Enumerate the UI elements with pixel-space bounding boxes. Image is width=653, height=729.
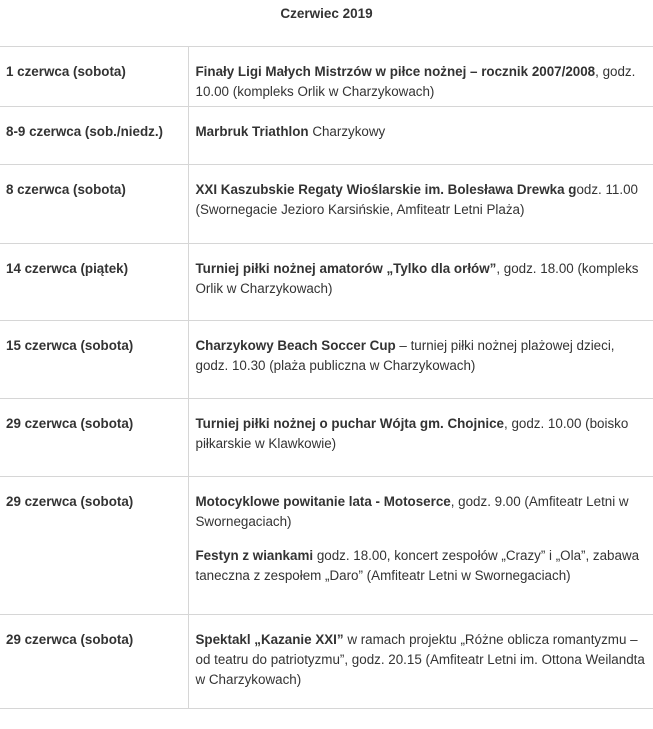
event-date: 29 czerwca (sobota) <box>0 614 188 708</box>
event-description <box>188 398 653 476</box>
event-paragraph <box>196 546 650 586</box>
event-details: w ramach projektu „Różne oblicza romantyzmu – od teatru do patriotyzmu”, godz. 20.15 (Amfiteatr Letni im. Ottona Weilandta w Charzykowach) <box>195 631 645 687</box>
table-row <box>0 47 653 106</box>
event-paragraph <box>196 180 650 220</box>
table-row <box>0 476 653 614</box>
event-date: 29 czerwca (sobota) <box>0 476 188 614</box>
event-description <box>188 47 653 106</box>
event-date: 29 czerwca (sobota) <box>0 398 188 476</box>
event-description <box>188 614 653 708</box>
table-row <box>0 243 653 320</box>
event-paragraph <box>196 492 650 532</box>
event-name: Marbruk Triathlon <box>195 123 309 139</box>
event-name: Festyn z wiankami <box>195 547 314 563</box>
event-paragraph <box>196 336 650 376</box>
event-name: Spektakl „Kazanie XXI” <box>195 631 344 647</box>
event-details: Charzykowy <box>308 123 386 139</box>
event-name: XXI Kaszubskie Regaty Wioślarskie im. Bolesława Drewka g <box>195 181 577 197</box>
event-description <box>188 106 653 164</box>
event-schedule-table <box>0 47 653 709</box>
event-details: , godz. 9.00 (Amfiteatr Letni w Swornegaciach) <box>195 493 629 529</box>
event-date: 1 czerwca (sobota) <box>0 47 188 106</box>
event-details: , godz. 10.00 (kompleks Orlik w Charzykowach) <box>195 64 636 99</box>
event-paragraph <box>196 62 650 102</box>
event-description <box>188 476 653 614</box>
event-date: 8 czerwca (sobota) <box>0 164 188 243</box>
event-paragraph <box>196 259 650 299</box>
event-name: Motocyklowe powitanie lata - Motoserce <box>195 493 451 509</box>
table-row <box>0 320 653 398</box>
event-details: godz. 18.00, koncert zespołów „Crazy” i „Ola”, zabawa taneczna z zespołem „Daro” (Amfiteatr Letni w Swornegaciach) <box>195 547 640 583</box>
event-name: Charzykowy Beach Soccer Cup <box>195 337 396 353</box>
event-name: Turniej piłki nożnej amatorów „Tylko dla orłów” <box>195 260 497 276</box>
table-row <box>0 106 653 164</box>
event-paragraph <box>196 630 650 690</box>
event-date: 14 czerwca (piątek) <box>0 243 188 320</box>
event-paragraph <box>196 414 650 454</box>
event-details: , godz. 18.00 (kompleks Orlik w Charzykowach) <box>195 260 639 296</box>
table-row <box>0 164 653 243</box>
table-row <box>0 398 653 476</box>
page-title: Czerwiec 2019 <box>0 0 653 47</box>
event-date: 8-9 czerwca (sob./niedz.) <box>0 106 188 164</box>
event-details: odz. 11.00 (Swornegacie Jezioro Karsińskie, Amfiteatr Letni Plaża) <box>195 181 638 217</box>
event-name: Finały Ligi Małych Mistrzów w piłce nożnej – rocznik 2007/2008 <box>195 64 596 79</box>
table-row <box>0 614 653 708</box>
event-name: Turniej piłki nożnej o puchar Wójta gm. Chojnice <box>195 415 504 431</box>
event-date: 15 czerwca (sobota) <box>0 320 188 398</box>
event-description <box>188 164 653 243</box>
event-details: – turniej piłki nożnej plażowej dzieci, godz. 10.30 (plaża publiczna w Charzykowach) <box>195 337 615 373</box>
event-description <box>188 320 653 398</box>
event-description <box>188 243 653 320</box>
event-schedule-body <box>0 47 653 708</box>
event-details: , godz. 10.00 (boisko piłkarskie w Klawkowie) <box>195 415 629 451</box>
event-paragraph <box>196 122 650 142</box>
